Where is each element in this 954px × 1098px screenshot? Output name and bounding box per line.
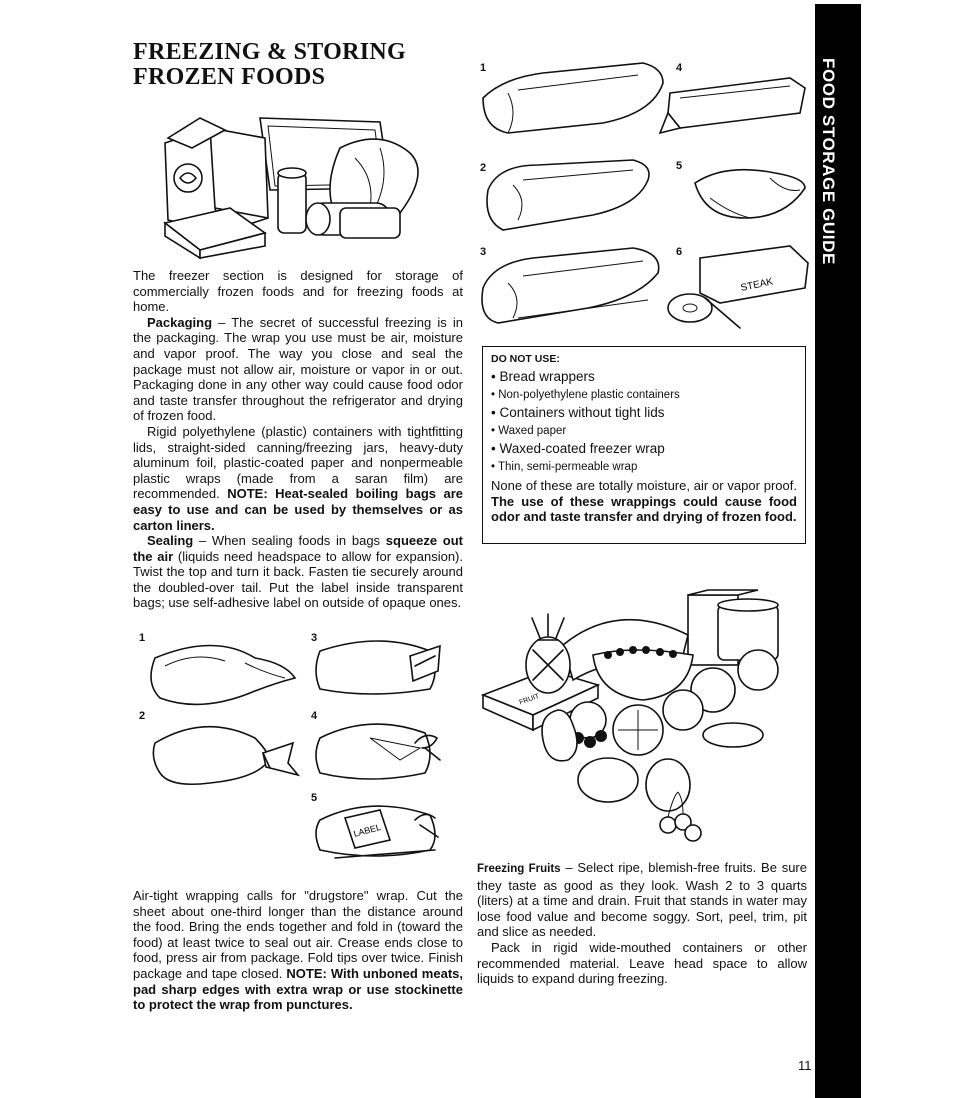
heat-seal-note: NOTE: Heat-sealed boiling bags are easy to use and can be used by themselves or as carton liners. [133,486,464,533]
bag-step-number: 1 [139,632,146,644]
sealing-label: Sealing [147,533,194,549]
bag-step-number: 3 [311,632,318,644]
wrap-step-number: 2 [480,162,487,174]
page-title [133,40,406,90]
wrap-step-number: 5 [676,160,683,172]
wrap-step-6-illustration [660,238,810,333]
bag-step-number: 2 [139,710,146,722]
page-number: 11 [798,1058,812,1073]
do-not-use-note: None of these are totally moisture, air or vapor proof. The use of these wrappings could cause food odor and taste transfer and drying of frozen food. [491,478,797,524]
bag-step-5-illustration [315,800,455,865]
title-line-2: FROZEN FOODS [133,64,326,90]
containers-paragraph: Rigid polyethylene (plastic) containers with tightfitting lids, straight-sided canning/freezing jars, heavy-duty aluminum foil, plastic-coated paper and nonpermeable plastic wraps (made from a saran film) are recommended. NOTE: Heat-sealed boiling bags are easy to use and can be used by themselves or as carton liners. [133,423,464,533]
wrap-step-number: 1 [480,62,487,74]
bag-step-number: 4 [311,710,318,722]
unboned-meats-note: NOTE: With unboned meats, pad sharp edges with extra wrap or use stockinette to protect the wrap from punctures. [133,965,463,1013]
fruits-paragraph-2: Pack in rigid wide-mouthed containers or other recommended material. Leave head space to allow liquids to expand during freezing. [477,939,807,987]
sidebar-label: FOOD STORAGE GUIDE [819,58,838,265]
steak-label-text: STEAK [739,276,775,294]
list-item: • Non-polyethylene plastic containers [491,389,680,401]
wrap-step-1-illustration [478,58,668,138]
left-column-text [133,268,463,611]
intro-paragraph: The freezer section is designed for storage of commercially frozen foods and for freezing foods at home. [133,268,463,315]
fruits-paragraph: Freezing Fruits – Select ripe, blemish-free fruits. Be sure they taste as good as they look. Wash 2 to 3 quarts (liters) at a time and drain. Fruit that stands in water may lose food value and become soggy. Sort, peel, trim, pit and slice as needed. [477,860,807,940]
fruits-label: Freezing Fruits [477,863,561,875]
list-item: • Thin, semi-permeable wrap [491,461,638,473]
wrap-step-number: 4 [676,62,683,74]
wrap-step-number: 6 [676,246,683,258]
wrap-step-number: 3 [480,246,487,258]
wrap-step-4-illustration [660,68,810,138]
packaging-paragraph: Packaging – The secret of successful freezing is in the packaging. The wrap you use must be air, moisture and vapor proof. The way you close and seal the package must not allow air, moisture or vapor in or out. Packaging done in any other way could cause food odor and taste transfer throughout the refrigerator and drying of frozen food. [133,314,463,424]
airtight-paragraph: Air-tight wrapping calls for "drugstore" wrap. Cut the sheet about one-third longer than the distance around the food. Bring the ends together and fold in (toward the food) at least twice to seal out air. Crease ends close to food, press air from package. Fold tips over twice. Finish package and tape closed. NOTE: With unboned meats, pad sharp edges with extra wrap or use stockinette to protect the wrap from punctures. [133,888,463,1013]
do-not-use-box [482,346,806,544]
fruit-box-text: FRUIT [518,692,541,707]
packaging-label: Packaging [147,314,213,330]
title-line-1: FREEZING & STORING [133,39,407,65]
bag-step-1-illustration [145,638,305,708]
bag-step-4-illustration [315,718,455,783]
sealing-paragraph: Sealing – When sealing foods in bags squeeze out the air (liquids need headspace to allow for expansion). Twist the top and turn it back. Fasten tie securely around the doubled-over tail. Put the label inside transparent bags; use self-adhesive label on outside of opaque ones. [133,533,464,611]
list-item: • Bread wrappers [491,369,595,384]
fruits-illustration [478,590,808,840]
freezing-fruits-text [477,860,807,987]
airtight-wrapping-text [133,888,463,1013]
bag-step-number: 5 [311,792,318,804]
do-not-use-list [491,368,797,476]
bag-step-2-illustration [145,718,305,788]
wrap-step-2-illustration [478,150,668,230]
wrap-step-3-illustration [478,238,678,338]
list-item: • Containers without tight lids [491,405,665,420]
list-item: • Waxed-coated freezer wrap [491,441,665,456]
list-item: • Waxed paper [491,425,567,437]
do-not-use-heading: DO NOT USE: [491,353,560,365]
bag-step-3-illustration [315,636,455,696]
label-tag-text: LABEL [352,821,383,839]
wrap-step-5-illustration [690,158,810,228]
frozen-foods-illustration [150,108,450,258]
